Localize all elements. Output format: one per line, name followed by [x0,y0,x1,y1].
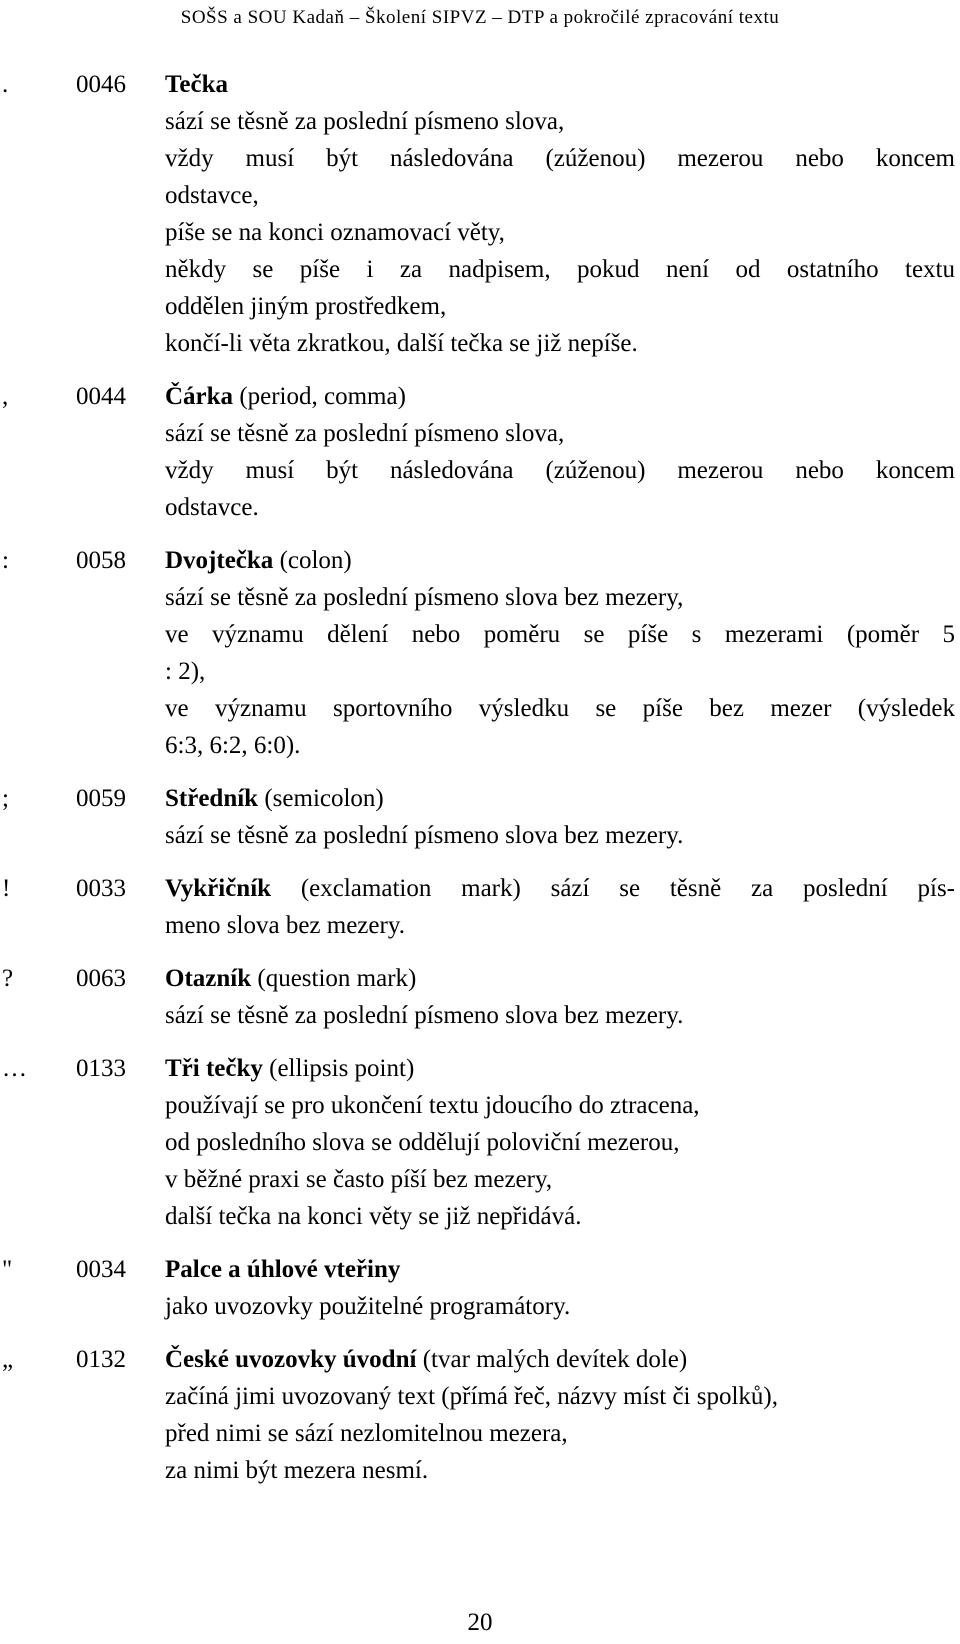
entry-body [165,542,955,764]
entry-code: 0059 [76,785,126,812]
entry-name: Otazník [165,965,252,992]
punctuation-list [0,66,960,1505]
entry-line: od posledního slova se oddělují poloviční mezerou, [165,1129,680,1156]
entry-line: používají se pro ukončení textu jdoucího do ztracena, [165,1092,700,1119]
entry-code: 0063 [76,965,126,992]
entry-heading [165,1341,955,1378]
entry-line: v běžné praxi se často píší bez mezery, [165,1166,553,1193]
entry-code: 0133 [76,1055,126,1082]
entry-line: odstavce, [165,182,259,209]
entry-symbol: … [2,1055,27,1082]
entry-note: (ellipsis point) [262,1055,415,1082]
entry-dvojtecka [0,542,960,764]
entry-line: sází se těsně za poslední písmeno slova bez mezery, [165,584,684,611]
entry-line: sází se těsně za poslední písmeno slova, [165,420,565,447]
page-number: 20 [467,1609,493,1636]
entry-symbol: ? [2,965,14,992]
entry-line: ve významu sportovního výsledku se píše bez mezer (výsledek [165,695,955,722]
entry-note: (period, comma) [233,383,406,410]
entry-heading [165,542,955,579]
page-header: SOŠS a SOU Kadaň – Školení SIPVZ – DTP a pokročilé zpracování textu [180,7,780,28]
entry-body [165,1341,955,1489]
entry-symbol: : [2,547,9,574]
entry-body [165,780,955,854]
entry-line: před nimi se sází nezlomitelnou mezera, [165,1420,568,1447]
entry-line: za nimi být mezera nesmí. [165,1457,429,1484]
entry-name: Tři tečky [165,1055,263,1082]
entry-line: začíná jimi uvozovaný text (přímá řeč, názvy míst či spolků), [165,1383,779,1410]
entry-name: Vykřičník [165,875,272,902]
entry-symbol: , [2,383,9,410]
entry-vykricnik [0,870,960,944]
entry-body [165,960,955,1034]
entry-line: ve významu dělení nebo poměru se píše s mezerami (poměr 5 [165,621,955,648]
entry-symbol: " [2,1256,13,1283]
entry-name: Středník [165,785,259,812]
entry-body [165,870,955,944]
entry-line: jako uvozovky použitelné programátory. [165,1293,571,1320]
entry-code: 0034 [76,1256,126,1283]
entry-name: České uvozovky úvodní [165,1346,417,1373]
entry-body [165,1050,955,1235]
entry-carka [0,378,960,526]
entry-heading [165,1251,955,1288]
entry-symbol: . [2,71,9,98]
entry-line: někdy se píše i za nadpisem, pokud není od ostatního textu [165,256,955,283]
entry-body [165,66,955,362]
entry-palce [0,1251,960,1325]
entry-heading [165,780,955,817]
entry-code: 0046 [76,71,126,98]
entry-name: Palce a úhlové vteřiny [165,1256,401,1283]
entry-line: vždy musí být následována (zúženou) mezerou nebo koncem [165,145,955,172]
entry-strednik [0,780,960,854]
entry-note: (tvar malých devítek dole) [416,1346,688,1373]
entry-name: Tečka [165,71,228,98]
entry-tecka [0,66,960,362]
entry-name: Čárka [165,383,234,410]
entry-symbol: ; [2,785,9,812]
entry-tri-tecky [0,1050,960,1235]
entry-note: (colon) [273,547,352,574]
entry-heading [165,378,955,415]
entry-body [165,1251,955,1325]
entry-line: píše se na konci oznamovací věty, [165,219,505,246]
entry-line: oddělen jiným prostředkem, [165,293,447,320]
entry-code: 0044 [76,383,126,410]
entry-note: (semicolon) [258,785,384,812]
entry-symbol: ! [2,875,11,902]
entry-line: : 2), [165,658,206,685]
entry-line: sází se těsně za poslední písmeno slova, [165,108,565,135]
entry-code: 0033 [76,875,126,902]
entry-ceske-uvozovky [0,1341,960,1489]
entry-otaznik [0,960,960,1034]
entry-line: sází se těsně za poslední písmeno slova bez mezery. [165,1002,684,1029]
entry-name: Dvojtečka [165,547,274,574]
entry-heading [165,1050,955,1087]
entry-line: 6:3, 6:2, 6:0). [165,732,301,759]
entry-code: 0058 [76,547,126,574]
entry-line: další tečka na konci věty se již nepřidává. [165,1203,582,1230]
entry-note: (question mark) [251,965,417,992]
entry-heading [165,66,955,103]
entry-line: meno slova bez mezery. [165,912,405,939]
entry-line: vždy musí být následována (zúženou) mezerou nebo koncem [165,457,955,484]
entry-heading [165,870,955,907]
entry-line: končí-li věta zkratkou, další tečka se již nepíše. [165,330,638,357]
entry-heading [165,960,955,997]
entry-note: (exclamation mark) sází se těsně za poslední pís- [271,875,955,902]
entry-line: sází se těsně za poslední písmeno slova bez mezery. [165,822,684,849]
entry-code: 0132 [76,1346,126,1373]
entry-line: odstavce. [165,494,259,521]
entry-body [165,378,955,526]
entry-symbol: „ [2,1346,14,1373]
